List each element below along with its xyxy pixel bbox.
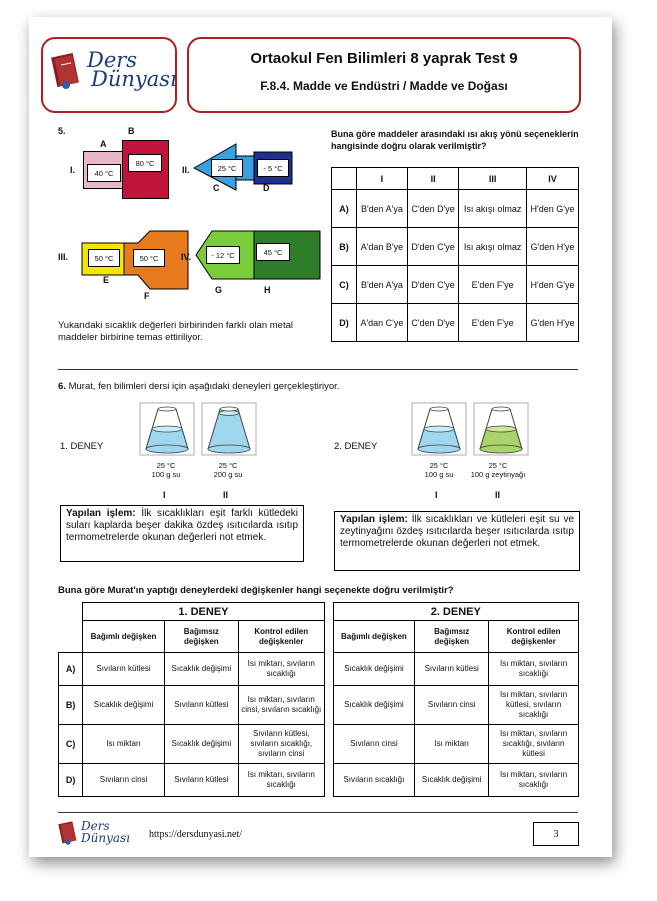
q6-cell: Isı miktarı, sıvıların cinsi, sıvıların sıcaklığı [238, 686, 324, 725]
q6-gap [324, 621, 333, 653]
shape-iii-roman: III. [58, 252, 69, 262]
q6-cell: Sıvıların cinsi [333, 725, 415, 764]
exp1-proc-label: Yapılan işlem: [66, 508, 136, 519]
q5-answer-table [331, 167, 579, 342]
exp1-beaker-ii [202, 403, 256, 455]
q6-cell: Isı miktarı, sıvıların sıcaklığı [489, 653, 579, 686]
exp1-label: 1. DENEY [60, 441, 104, 452]
shape-ii-left-value: 25 °C [211, 159, 243, 177]
exp2-proc-text: İlk sıcaklıkları ve kütleleri eşit su ve zeytinyağını özdeş ısıtıcılarda beşer ısıtıcılarda ısıtıp termometrelerde okunan değerleri not etmek. [340, 514, 575, 549]
exp1-b1-caption [144, 461, 188, 479]
q6-cell: Sıcaklık değişimi [415, 764, 489, 797]
exp2-b1-desc: 100 g su [424, 470, 454, 479]
shape-iv-right-value: 45 °C [256, 243, 290, 261]
q6-intro: Murat, fen bilimleri dersi için aşağıdaki deneyleri gerçekleştiriyor. [68, 381, 340, 392]
page-subtitle: F.8.4. Madde ve Endüstri / Madde ve Doğası [260, 79, 508, 93]
q5-cell: C'den D'ye [407, 190, 458, 228]
q5-cell: G'den H'ye [526, 304, 578, 342]
q5-cell: H'den G'ye [526, 266, 578, 304]
q6-cell: Sıcaklık değişimi [83, 686, 165, 725]
q6-group-row [59, 603, 579, 621]
logo-text [87, 48, 177, 91]
footer-divider [58, 812, 578, 813]
q6-option-label[interactable]: C) [59, 725, 83, 764]
q5-cell: C'den D'ye [407, 304, 458, 342]
q6-col-header-row [59, 621, 579, 653]
exp1-beaker-i [140, 403, 194, 455]
q5-option-label[interactable]: A) [332, 190, 357, 228]
q5-cell: E'den F'ye [459, 304, 527, 342]
q6-cell: Sıcaklık değişimi [333, 686, 415, 725]
exp1-beakers [138, 401, 266, 457]
q6-cell: Sıvıların kütlesi [415, 653, 489, 686]
exp2-procedure [334, 511, 580, 571]
q5-option-label[interactable]: C) [332, 266, 357, 304]
q6-group2-header: 2. DENEY [333, 603, 578, 621]
q6-option-label[interactable]: A) [59, 653, 83, 686]
q6-gap [324, 764, 333, 797]
q6-cell: Sıvıların kütlesi, sıvıların sıcaklığı, sıvıların cinsi [238, 725, 324, 764]
q6-question: Buna göre Murat'ın yaptığı deneylerdeki değişkenler hangi seçenekte doğru verilmiştir? [58, 585, 454, 596]
q5-cell: A'dan C'ye [357, 304, 408, 342]
footer-logo-line1: Ders [81, 819, 110, 833]
q6-intro-line [58, 381, 578, 393]
q5-cell: Isı akışı olmaz [459, 190, 527, 228]
q6-corner [59, 603, 83, 621]
section-divider [58, 369, 578, 370]
logo-line2: Dünyası [91, 67, 177, 91]
exp1-b1-desc: 100 g su [151, 470, 181, 479]
exp1-b1-temp: 25 °C [156, 461, 176, 470]
exp2-b1-temp: 25 °C [429, 461, 449, 470]
q5-number: 5. [58, 126, 66, 136]
q6-cell: Isı miktarı, sıvıların kütlesi, sıvıların sıcaklığı [489, 686, 579, 725]
q6-answer-table [58, 602, 579, 797]
q5-cell: G'den H'ye [526, 228, 578, 266]
q6-cell: Isı miktarı, sıvıların sıcaklığı [238, 764, 324, 797]
exp2-roman-ii: II [495, 490, 501, 500]
q6-cell: Sıcaklık değişimi [333, 653, 415, 686]
q6-col-controlled: Kontrol edilen değişkenler [238, 621, 324, 653]
q5-cell: B'den A'ya [357, 266, 408, 304]
shape-i-left-value: 40 °C [87, 164, 121, 182]
q5-cell: B'den A'ya [357, 190, 408, 228]
exp1-b2-caption [206, 461, 250, 479]
q6-row-a[interactable] [59, 653, 579, 686]
q6-cell: Isı miktarı, sıvıların sıcaklığı, sıvıların kütlesi [489, 725, 579, 764]
q6-col-independent: Bağımsız değişken [415, 621, 489, 653]
q5-row-a[interactable] [332, 190, 579, 228]
exp2-b2-caption [459, 461, 537, 479]
q5-header-ii: II [407, 168, 458, 190]
page-number: 3 [533, 822, 579, 846]
q5-cell: E'den F'ye [459, 266, 527, 304]
exp1-b2-temp: 25 °C [218, 461, 238, 470]
header-logo [41, 37, 177, 113]
exp1-roman-i: I [163, 490, 166, 500]
worksheet-page [29, 17, 612, 857]
q5-cell: A'dan B'ye [357, 228, 408, 266]
shape-iii-left-value: 50 °C [88, 249, 120, 267]
q6-row-d[interactable] [59, 764, 579, 797]
page-title: Ortaokul Fen Bilimleri 8 yaprak Test 9 [250, 50, 518, 67]
shape-i-left-letter: A [100, 139, 107, 149]
q6-group-gap [324, 603, 333, 621]
q6-cell: Isı miktarı [83, 725, 165, 764]
q6-cell: Sıvıların kütlesi [164, 764, 238, 797]
logo-line1: Ders [87, 48, 138, 72]
exp2-beaker-ii [474, 403, 528, 455]
exp1-b2-desc: 200 g su [213, 470, 243, 479]
shape-ii-roman: II. [182, 165, 190, 175]
q6-col-dependent: Bağımlı değişken [333, 621, 415, 653]
shape-iv-left-letter: G [215, 285, 223, 295]
footer-logo-line2: Dünyası [81, 831, 131, 845]
shape-i-right-letter: B [128, 126, 135, 136]
q6-cell: Sıvıların cinsi [415, 686, 489, 725]
q6-cell: Sıvıların kütlesi [83, 653, 165, 686]
shape-iii-right-value: 50 °C [133, 249, 165, 267]
shape-iii-right-letter: F [144, 291, 150, 301]
q6-option-label[interactable]: D) [59, 764, 83, 797]
shape-iv-roman: IV. [181, 252, 192, 262]
q5-description: Yukarıdaki sıcaklık değerleri birbirinden farklı olan metal maddeler birbirine temas ettiriliyor. [58, 320, 293, 343]
q6-cell: Isı miktarı [415, 725, 489, 764]
q6-cell: Sıvıların sıcaklığı [333, 764, 415, 797]
exp2-beakers [410, 401, 538, 457]
shape-ii-right-value: - 5 °C [257, 159, 289, 177]
q6-gap [324, 686, 333, 725]
book-icon [51, 51, 81, 91]
q5-header-i: I [357, 168, 408, 190]
q6-col-controlled: Kontrol edilen değişkenler [489, 621, 579, 653]
q5-header-iii: III [459, 168, 527, 190]
q6-option-label[interactable]: B) [59, 686, 83, 725]
q6-cell: Isı miktarı, sıvıların sıcaklığı [489, 764, 579, 797]
q5-row-d[interactable] [332, 304, 579, 342]
header-title-box [187, 37, 581, 113]
exp1-roman-ii: II [223, 490, 229, 500]
q5-option-label[interactable]: D) [332, 304, 357, 342]
footer-url-link[interactable]: https://dersdunyasi.net/ [149, 829, 243, 840]
q6-gap [324, 653, 333, 686]
exp2-b2-desc: 100 g zeytinyağı [470, 470, 526, 479]
q6-number: 6. [58, 381, 66, 392]
q6-col-independent: Bağımsız değişken [164, 621, 238, 653]
shape-iv-right-letter: H [264, 285, 271, 295]
q5-table-header-row [332, 168, 579, 190]
exp1-procedure [60, 505, 304, 562]
q6-row-b[interactable] [59, 686, 579, 725]
exp1-proc-text: İlk sıcaklıkları eşit farklı kütledeki suları kaplarda beşer dakika özdeş ısıtıcılarda ısıtıp termometrelerde okunan değerleri not etmek. [66, 508, 299, 543]
exp2-b2-temp: 25 °C [488, 461, 508, 470]
exp2-b1-caption [417, 461, 461, 479]
q5-header-iv: IV [526, 168, 578, 190]
shape-i-right-value: 80 °C [128, 154, 162, 172]
q6-cell: Sıvıların cinsi [83, 764, 165, 797]
q5-row-c[interactable] [332, 266, 579, 304]
q5-row-b[interactable] [332, 228, 579, 266]
footer-book-icon [58, 820, 78, 846]
q6-col-dependent: Bağımlı değişken [83, 621, 165, 653]
footer-logo-text [81, 820, 130, 844]
shape-iii-left-letter: E [103, 275, 110, 285]
q5-cell: Isı akışı olmaz [459, 228, 527, 266]
q6-gap [324, 725, 333, 764]
q6-corner2 [59, 621, 83, 653]
exp2-roman-i: I [435, 490, 438, 500]
q5-cell: H'den G'ye [526, 190, 578, 228]
shape-iv-left-value: - 12 °C [206, 246, 240, 264]
q6-row-c[interactable] [59, 725, 579, 764]
exp2-label: 2. DENEY [334, 441, 378, 452]
q6-cell: Sıcaklık değişimi [164, 653, 238, 686]
q5-header-blank [332, 168, 357, 190]
q5-cell: D'den C'ye [407, 228, 458, 266]
q6-group1-header: 1. DENEY [83, 603, 324, 621]
exp2-proc-label: Yapılan işlem: [340, 514, 408, 525]
q6-cell: Sıcaklık değişimi [164, 725, 238, 764]
q6-cell: Isı miktarı, sıvıların sıcaklığı [238, 653, 324, 686]
q5-question: Buna göre maddeler arasındaki ısı akış yönü seçeneklerin hangisinde doğru olarak verilmiştir? [331, 129, 579, 151]
shape-ii-right-letter: D [263, 183, 270, 193]
q5-option-label[interactable]: B) [332, 228, 357, 266]
shape-ii-left-letter: C [213, 183, 220, 193]
q5-cell: D'den C'ye [407, 266, 458, 304]
exp2-beaker-i [412, 403, 466, 455]
q6-cell: Sıvıların kütlesi [164, 686, 238, 725]
shape-i-roman: I. [70, 165, 76, 175]
